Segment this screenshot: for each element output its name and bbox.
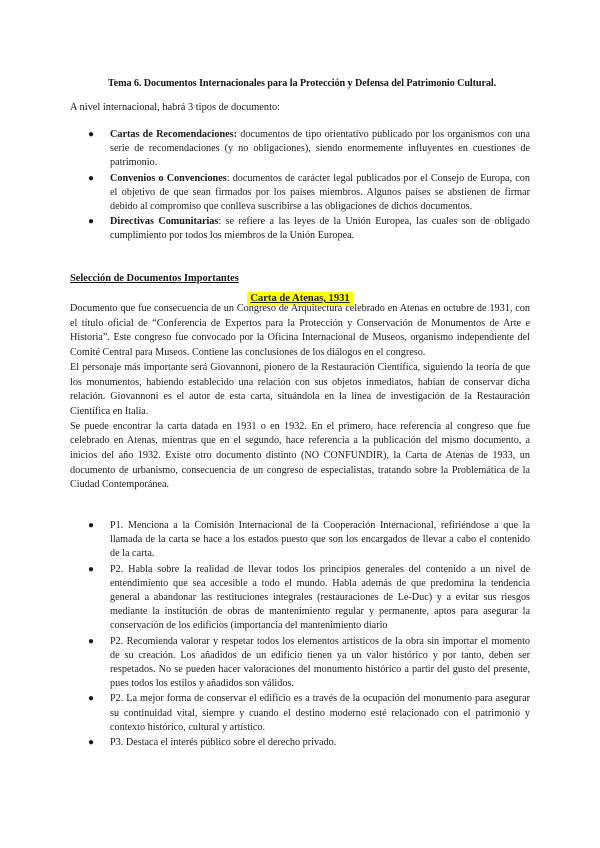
point-text: P1. Menciona a la Comisión Internacional de la Cooperación Internacional, refiriéndose a que la llamada de la carta se hace a los estados puesto que son los encargados de llevar a cabo el contenido de la carta. [110, 520, 530, 560]
bullet-icon: ● [88, 693, 95, 705]
bullet-icon: ● [88, 520, 95, 531]
bullet-icon: ● [88, 129, 95, 140]
paragraph: El personaje más importante será Giovannoni, pionero de la Restauración Científica, siguiendo la teoría de que los monumentos, habiendo establecido una relación con sus objetos inmediatos, habían de conservar dicha relación. Giovannoni es el autor de esta carta, situándola en la línea de investigación de la Restauración Científica en Italia. [70, 361, 530, 417]
list-item [88, 635, 530, 692]
page-title: Tema 6. Documentos Internacionales para la Protección y Defensa del Patrimonio Cultural. [107, 78, 497, 89]
list-item [88, 215, 530, 243]
point-text: P2. Recomienda valorar y respetar todos los elementos artísticos de la obra sin importar el momento de su creación. Los añadidos de un edificio tienen ya un valor histórico y por tanto, deben ser respetados. No se pueden hacer valoraciones del monumento histórico a partir del gusto del presente, pues todos los estilos y añadidos son válidos. [110, 635, 530, 690]
point-text: P2. Habla sobre la realidad de llevar todos los principios generales del contenido a un nivel de entendimiento que sea accesible a todo el mundo. Habla además de que predomina la tendencia general a abandonar las restituciones integrales (restauraciones de Le-Duc) y a evitar sus riesgos mediante la institución de obras de mantenimiento regular y permanente, aptos para asegurar la conservación de los edificios (importancia del mantenimiento diario [110, 563, 530, 632]
term-label: Directivas Comunitarias [110, 216, 219, 228]
bullet-icon: ● [88, 635, 95, 647]
intro-paragraph: A nivel internacional, habrá 3 tipos de documento: [70, 102, 281, 113]
point-text: P3. Destaca el interés público sobre el derecho privado. [110, 737, 337, 749]
points-list [88, 519, 530, 751]
term-description: : documentos de carácter legal publicados por el Consejo de Europa, con el objetivo de que sean firmados por los países miembros. Algunos países se abstienen de firmar debido al compromiso que conlleva suscribirse a las obligaciones de dichos documentos. [110, 172, 530, 213]
paragraph: Se puede encontrar la carta datada en 1931 o en 1932. En el primero, hace referencia al congreso que fue celebrado en Atenas, mientras que en el segundo, hace referencia a la publicación del mismo documento, a inicios del año 1932. Existe otro documento distinto (NO CONFUNDIR), la Carta de Atenas de 1933, un documento de urbanismo, consecuencia de un congreso de especialistas, tratando sobre la Problemática de la Ciudad Contemporánea. [70, 420, 530, 491]
term-description: : se refiere a las leyes de la Unión Europea, las cuales son de obligado cumplimiento por todos los miembros de la Unión Europea. [110, 216, 530, 242]
list-item [88, 736, 530, 750]
body-text [70, 302, 530, 493]
document-types-list [88, 128, 530, 245]
list-item [88, 692, 530, 735]
list-item [88, 519, 530, 562]
carta-title: Carta de Atenas, 1931 [247, 292, 352, 305]
section-heading: Selección de Documentos Importantes [70, 273, 239, 284]
list-item [88, 128, 530, 171]
bullet-icon: ● [88, 216, 95, 228]
bullet-icon: ● [88, 737, 95, 749]
term-label: Cartas de Recomendaciones: [110, 129, 237, 140]
paragraph: Documento que fue consecuencia de un Congreso de Arquitectura celebrado en Atenas en octubre de 1931, con el título oficial de “Conferencia de Expertos para la Protección y Conservación de Monumentos de Arte e Historia”. Este congreso fue convocado por la Oficina Internacional de Museos, organismo independiente del Comité Central para Museos. Contiene las conclusiones de los diálogos en el congreso. [70, 303, 530, 359]
term-label: Convenios o Convenciones [110, 172, 227, 184]
bullet-icon: ● [88, 563, 95, 575]
term-description: documentos de tipo orientativo publicado por los organismos con una serie de recomendaciones (y no obligaciones), siendo enormemente influyentes en cuestiones de patrimonio. [110, 129, 530, 169]
list-item [88, 563, 530, 634]
bullet-icon: ● [88, 172, 95, 184]
point-text: P2. La mejor forma de conservar el edificio es a través de la ocupación del monumento para asegurar su continuidad vital, siempre y cuando el destino moderno esté relacionado con el patrimonio y contexto histórico, cultural y artístico. [110, 693, 530, 733]
list-item [88, 172, 530, 215]
